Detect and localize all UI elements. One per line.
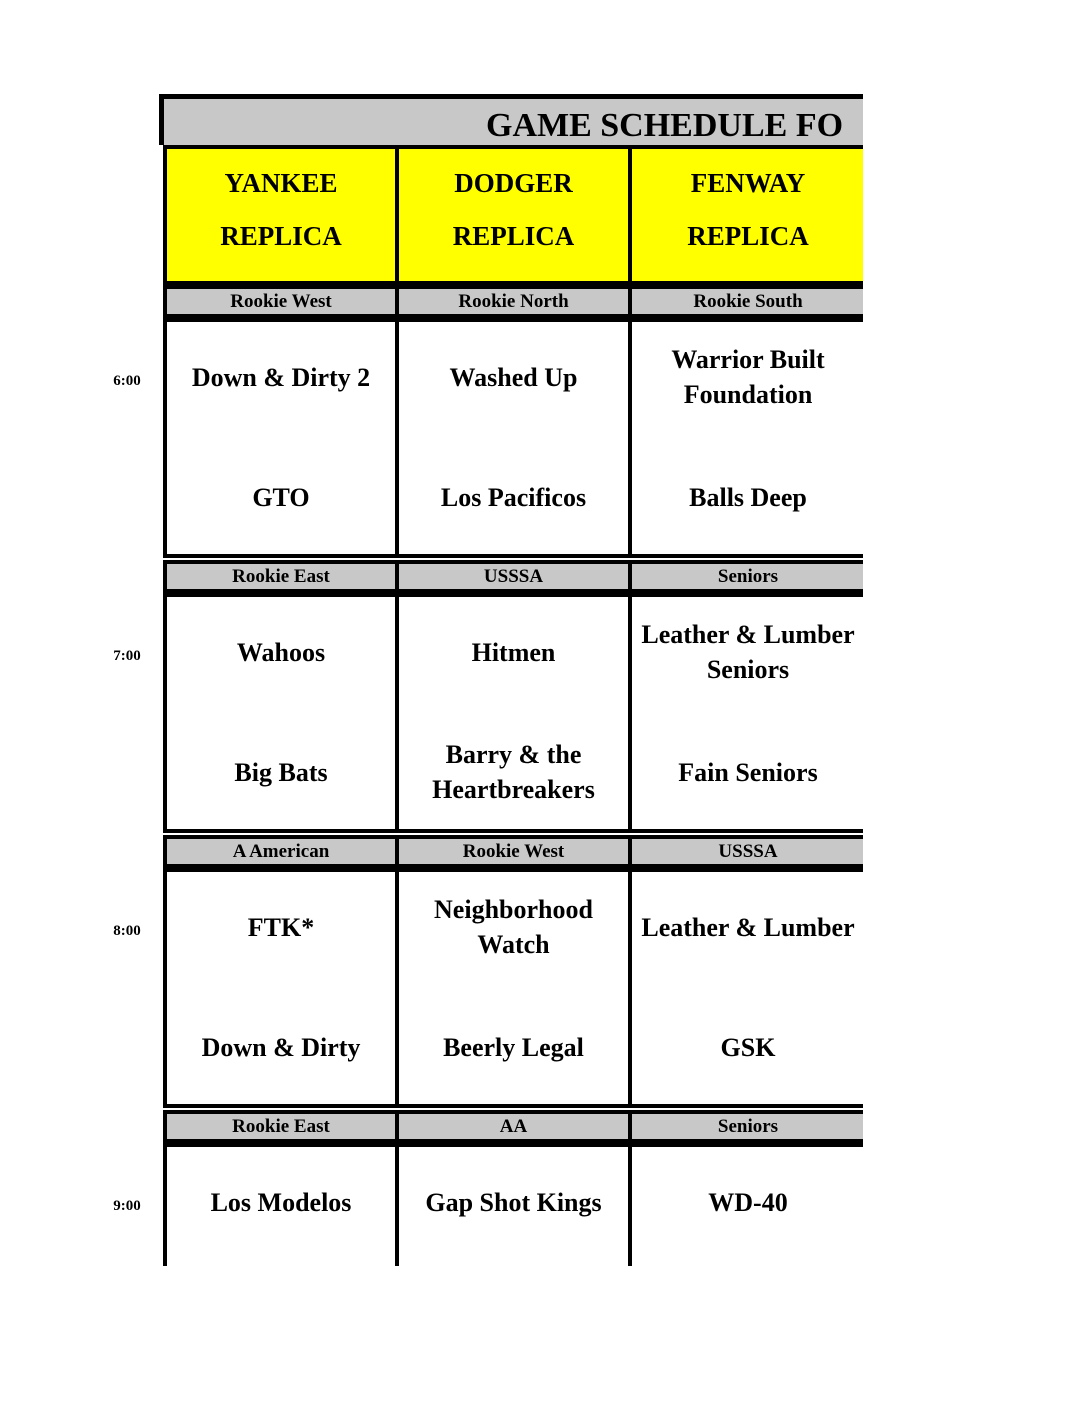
game-cell [628,593,863,833]
away-team: Down & Dirty [201,1032,361,1062]
field-header-dodger [395,145,632,285]
field-header-yankee [163,145,399,285]
division-label: Rookie West [163,285,399,318]
time-label-7: 7:00 [113,648,141,664]
home-team: WD-40 [708,1187,788,1217]
away-team: GTO [252,482,310,512]
game-cell [163,318,399,558]
home-team: Warrior Built Foundation [671,345,825,409]
game-cell [628,318,863,558]
field-header-fenway [628,145,863,285]
home-team: Leather & Lumber [641,912,855,942]
division-label: AA [395,1110,632,1143]
away-team: Los Pacificos [440,482,587,512]
game-cell [395,318,632,558]
home-team: Down & Dirty 2 [191,362,371,392]
division-label: A American [163,835,399,868]
home-team: Neighborhood Watch [434,895,593,959]
away-team: Fain Seniors [678,757,818,787]
field-name: YANKEE [224,168,338,198]
division-label: Seniors [628,1110,863,1143]
field-name: DODGER [454,168,573,198]
field-type: REPLICA [687,221,809,251]
game-cell [163,868,399,1108]
home-team: Leather & Lumber Seniors [641,620,855,684]
time-label-8: 8:00 [113,923,141,939]
game-cell [628,1143,863,1266]
division-label: Seniors [628,560,863,593]
away-team: Beerly Legal [443,1032,584,1062]
home-team: Los Modelos [210,1187,352,1217]
division-label: Rookie East [163,1110,399,1143]
home-team: Wahoos [236,637,326,667]
time-label-6: 6:00 [113,373,141,389]
game-cell [395,593,632,833]
schedule-table [159,94,863,1266]
home-team: FTK* [247,912,315,942]
division-label: USSSA [628,835,863,868]
field-type: REPLICA [220,221,342,251]
away-team: Balls Deep [689,482,807,512]
division-label: Rookie South [628,285,863,318]
game-cell [163,1143,399,1266]
division-label: Rookie East [163,560,399,593]
home-team: Gap Shot Kings [425,1187,602,1217]
game-cell [628,868,863,1108]
schedule-title: GAME SCHEDULE FO [486,107,844,144]
field-name: FENWAY [690,168,806,198]
title-bar [159,94,863,145]
division-label: Rookie West [395,835,632,868]
away-team: GSK [720,1032,776,1062]
division-label: USSSA [395,560,632,593]
time-label-9: 9:00 [113,1198,141,1214]
division-label: Rookie North [395,285,632,318]
home-team: Washed Up [449,362,578,392]
field-type: REPLICA [452,221,575,251]
away-team: Big Bats [234,757,328,787]
game-cell [163,593,399,833]
game-cell [395,1143,632,1266]
game-cell [395,868,632,1108]
away-team: Barry & the Heartbreakers [432,740,595,804]
home-team: Hitmen [471,637,556,667]
